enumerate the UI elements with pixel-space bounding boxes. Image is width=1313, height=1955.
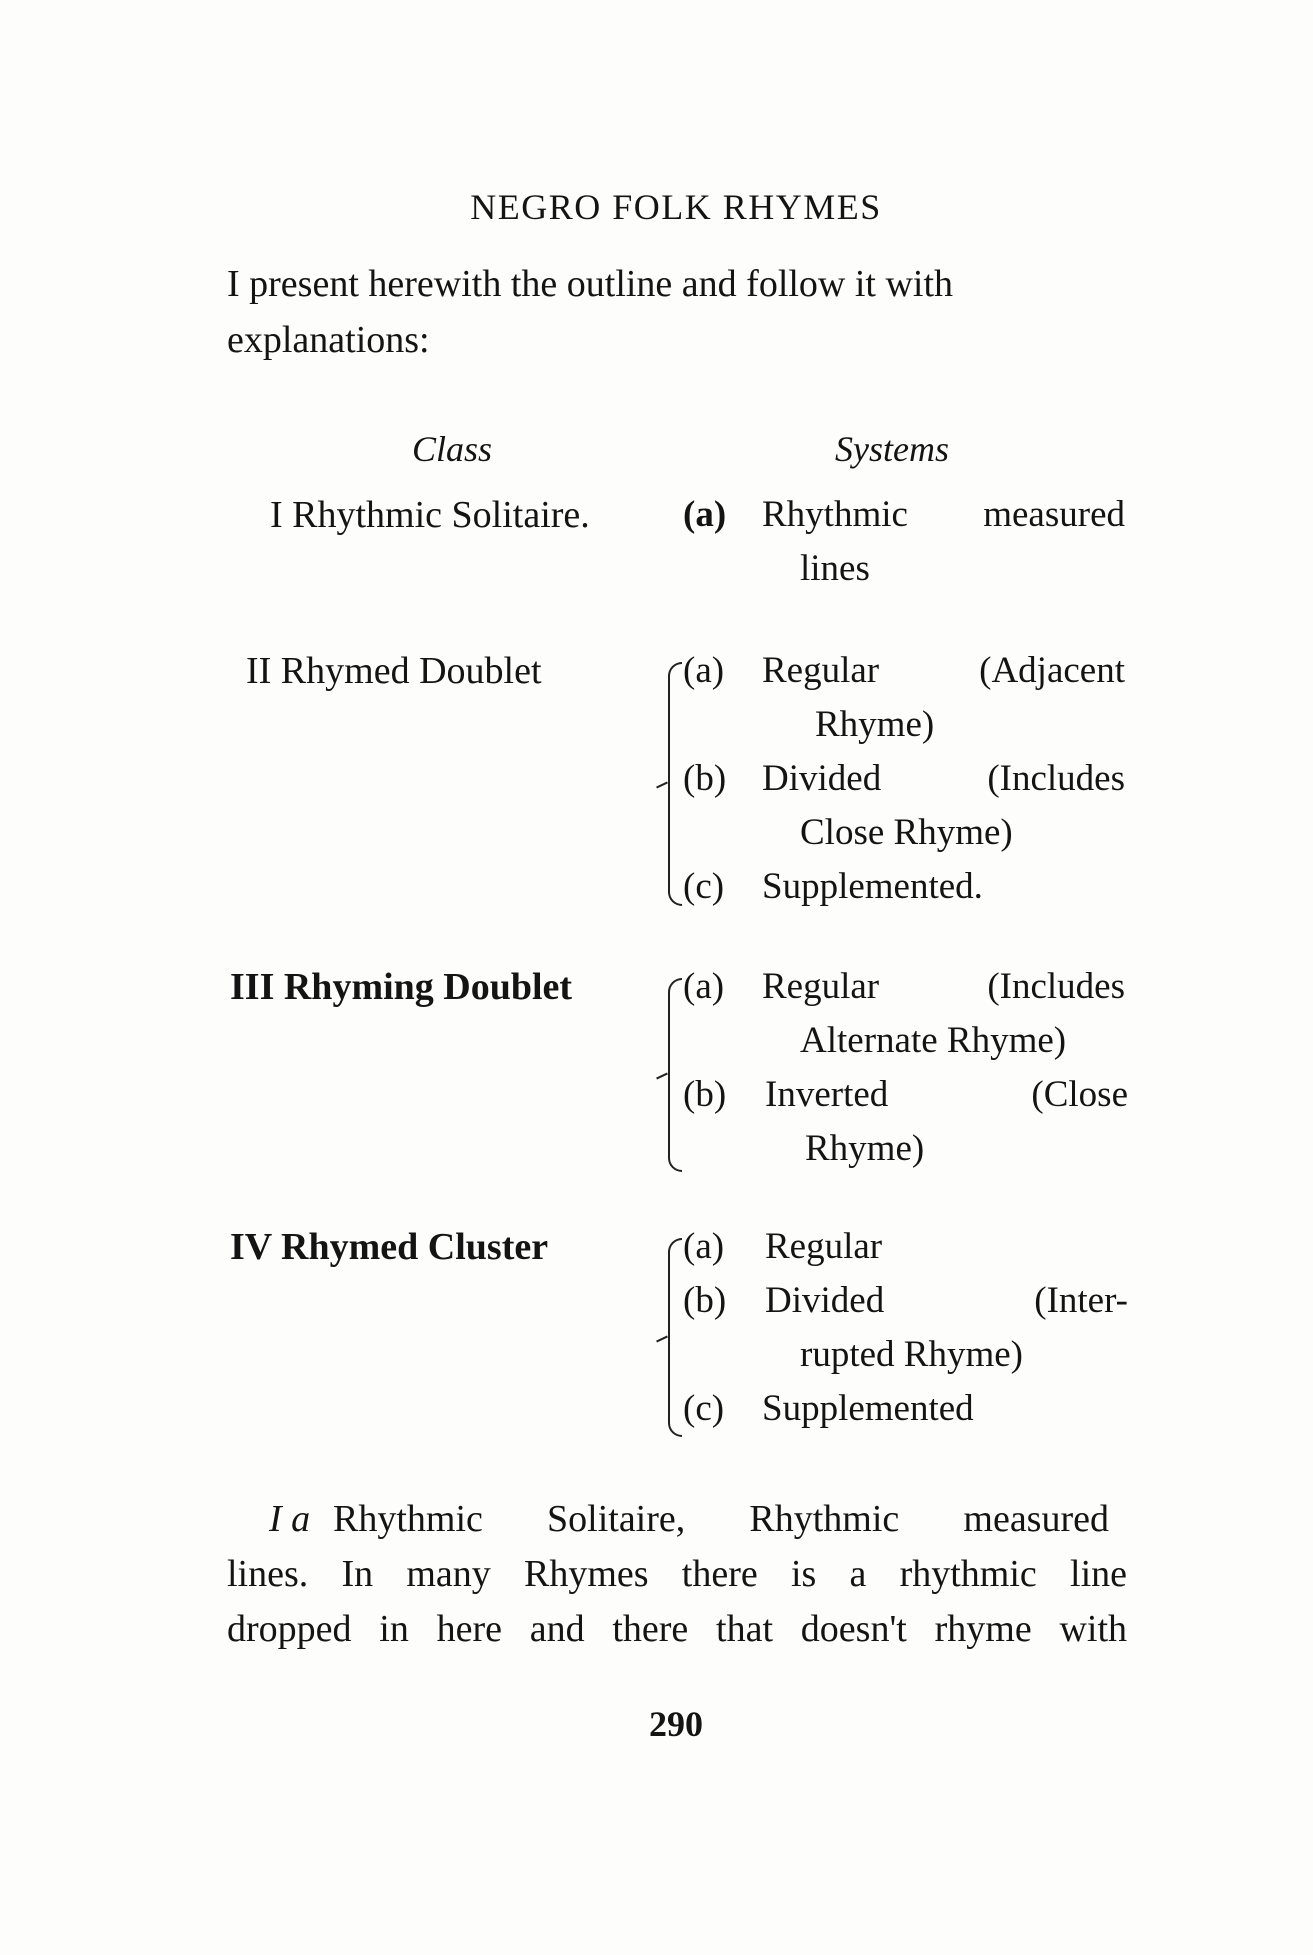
system-text-continued: Close Rhyme) [800, 812, 1013, 853]
class-label: II Rhymed Doublet [246, 650, 542, 692]
system-text-continued: rupted Rhyme) [800, 1334, 1023, 1375]
system-text: Rhythmic measured [762, 494, 1125, 535]
system-text: Regular (Includes [762, 966, 1125, 1007]
system-mark: (a) [683, 494, 727, 535]
brace-icon [668, 662, 682, 906]
system-text: Divided (Includes [762, 758, 1125, 799]
paragraph-lead: I a [269, 1498, 311, 1540]
system-mark: (a) [683, 1226, 725, 1267]
system-mark: (c) [683, 1388, 725, 1429]
intro-line-2: explanations: [227, 319, 430, 361]
intro-line-1: I present herewith the outline and follow it with [227, 263, 954, 305]
system-text: Divided (Inter- [765, 1280, 1128, 1321]
system-text-continued: Rhyme) [815, 704, 935, 745]
system-text-continued: Alternate Rhyme) [800, 1020, 1067, 1061]
paragraph-line-1 [227, 1497, 1127, 1541]
system-mark: (c) [683, 866, 725, 907]
paragraph-line-2: lines. In many Rhymes there is a rhythmic line [227, 1553, 1127, 1595]
system-text: Inverted (Close [765, 1074, 1128, 1115]
column-heading-class: Class [412, 429, 493, 469]
column-heading-systems: Systems [835, 429, 949, 469]
class-label: I Rhythmic Solitaire. [270, 494, 590, 536]
system-text: Regular [765, 1226, 883, 1267]
page-number: 290 [649, 1704, 703, 1744]
paragraph-line-1-text: Rhythmic Solitaire, Rhythmic measured [333, 1498, 1109, 1540]
class-label: III Rhyming Doublet [230, 966, 573, 1008]
brace-icon [668, 1238, 682, 1437]
system-mark: (b) [683, 1074, 727, 1115]
system-text-continued: lines [800, 548, 870, 589]
system-mark: (b) [683, 1280, 727, 1321]
system-text: Supplemented [762, 1388, 974, 1429]
system-text: Supplemented. [762, 866, 983, 907]
system-text: Regular (Adjacent [762, 650, 1125, 691]
paragraph-line-3: dropped in here and there that doesn't rhyme with [227, 1608, 1127, 1650]
brace-icon [668, 978, 682, 1172]
system-mark: (a) [683, 966, 725, 1007]
running-header: NEGRO FOLK RHYMES [470, 187, 882, 227]
system-mark: (a) [683, 650, 725, 691]
class-label: IV Rhymed Cluster [230, 1226, 549, 1268]
system-text-continued: Rhyme) [805, 1128, 925, 1169]
system-mark: (b) [683, 758, 727, 799]
